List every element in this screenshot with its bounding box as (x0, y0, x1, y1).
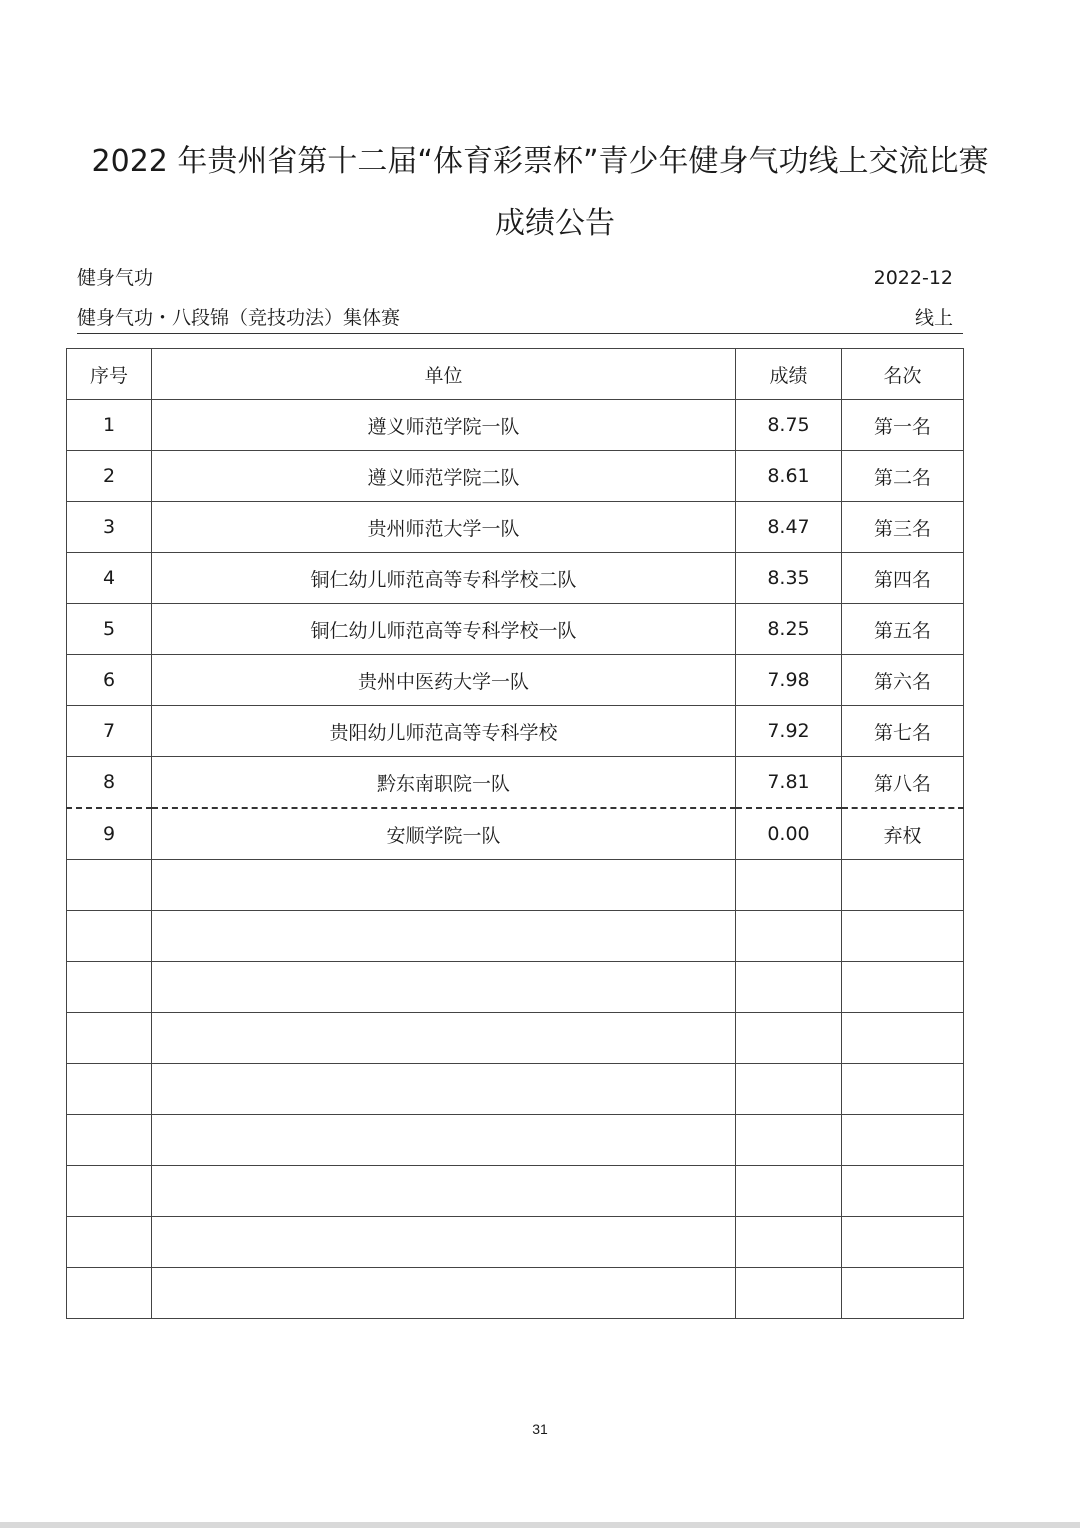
cell-score: 8.25 (736, 604, 842, 655)
cell-unit: 铜仁幼儿师范高等专科学校二队 (152, 553, 736, 604)
cell-score: 7.81 (736, 757, 842, 809)
cell-rank: 第七名 (842, 706, 964, 757)
column-header-score: 成绩 (736, 349, 842, 400)
cell-rank: 第二名 (842, 451, 964, 502)
meta-row-category (77, 265, 953, 291)
table-row (67, 655, 964, 706)
event-label: 健身气功・八段锦（竞技功法）集体赛 (77, 307, 401, 329)
table-row (67, 808, 964, 860)
cell-rank: 第六名 (842, 655, 964, 706)
cell-rank: 第三名 (842, 502, 964, 553)
cell-score: 8.35 (736, 553, 842, 604)
page-bottom-edge (0, 1522, 1080, 1528)
column-header-unit: 单位 (152, 349, 736, 400)
cell-score: 8.61 (736, 451, 842, 502)
cell-unit: 贵阳幼儿师范高等专科学校 (152, 706, 736, 757)
cell-no: 5 (67, 604, 152, 655)
date-label: 2022-12 (873, 267, 953, 289)
empty-table-row (67, 1115, 964, 1166)
cell-unit: 遵义师范学院一队 (152, 400, 736, 451)
empty-table-row (67, 1268, 964, 1319)
cell-unit: 遵义师范学院二队 (152, 451, 736, 502)
cell-unit: 贵州中医药大学一队 (152, 655, 736, 706)
empty-table-row (67, 1166, 964, 1217)
cell-unit: 铜仁幼儿师范高等专科学校一队 (152, 604, 736, 655)
cell-unit: 安顺学院一队 (152, 808, 736, 860)
empty-table-row (67, 962, 964, 1013)
column-header-rank: 名次 (842, 349, 964, 400)
cell-unit: 贵州师范大学一队 (152, 502, 736, 553)
empty-table-row (67, 1013, 964, 1064)
cell-score: 7.98 (736, 655, 842, 706)
column-header-no: 序号 (67, 349, 152, 400)
empty-table-row (67, 860, 964, 911)
cell-no: 8 (67, 757, 152, 809)
header-divider (77, 333, 963, 334)
empty-table-row (67, 1064, 964, 1115)
cell-no: 1 (67, 400, 152, 451)
cell-no: 7 (67, 706, 152, 757)
table-row (67, 604, 964, 655)
cell-score: 0.00 (736, 808, 842, 860)
cell-rank: 第八名 (842, 757, 964, 809)
cell-score: 8.75 (736, 400, 842, 451)
cell-rank: 第一名 (842, 400, 964, 451)
table-row (67, 706, 964, 757)
cell-no: 2 (67, 451, 152, 502)
table-row (67, 553, 964, 604)
empty-table-row (67, 1217, 964, 1268)
cell-no: 3 (67, 502, 152, 553)
cell-score: 7.92 (736, 706, 842, 757)
page-number: 31 (532, 1421, 548, 1437)
mode-label: 线上 (914, 307, 953, 329)
cell-rank: 弃权 (842, 808, 964, 860)
table-row (67, 502, 964, 553)
results-table (66, 348, 964, 1319)
empty-table-row (67, 911, 964, 962)
cell-rank: 第五名 (842, 604, 964, 655)
cell-no: 6 (67, 655, 152, 706)
cell-unit: 黔东南职院一队 (152, 757, 736, 809)
cell-no: 9 (67, 808, 152, 860)
document-subtitle: 成绩公告 (495, 206, 615, 241)
meta-row-event (77, 305, 953, 331)
table-row (67, 400, 964, 451)
table-header-row (67, 349, 964, 400)
cell-no: 4 (67, 553, 152, 604)
cell-rank: 第四名 (842, 553, 964, 604)
table-row (67, 757, 964, 809)
table-row (67, 451, 964, 502)
cell-score: 8.47 (736, 502, 842, 553)
document-title: 2022 年贵州省第十二届“体育彩票杯”青少年健身气功线上交流比赛 (91, 144, 989, 179)
category-label: 健身气功 (77, 267, 154, 289)
